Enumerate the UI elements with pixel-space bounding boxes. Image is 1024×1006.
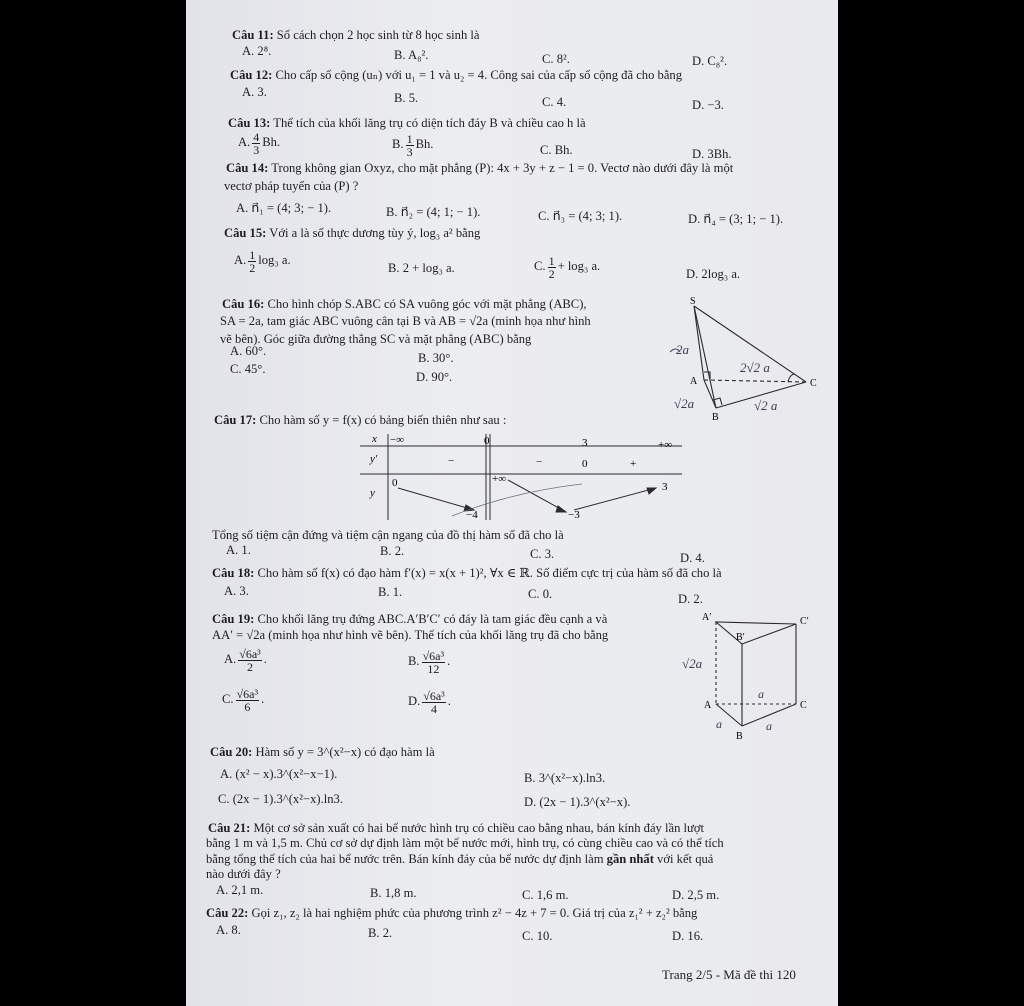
question-17-after: Tổng số tiệm cận đứng và tiệm cận ngang của đồ thị hàm số đã cho là (212, 528, 564, 542)
question-22: Câu 22: Gọi z₁, z₂ là hai nghiệm phức của phương trình z² − 4z + 7 = 0. Giá trị của z₁² + z₂² bằng (206, 906, 698, 920)
question-14: Câu 14: Trong không gian Oxyz, cho mặt phẳng (P): 4x + 3y + z − 1 = 0. Vectơ nào dưới đây là một (226, 161, 734, 175)
handwritten-sa: 2a (676, 342, 689, 357)
table-x-minus-inf: −∞ (390, 434, 405, 446)
q17-option-d: D. 4. (680, 551, 705, 565)
q18-option-c: C. 0. (528, 587, 553, 601)
table-sign-1: − (448, 455, 455, 467)
table-y-minus3: −3 (568, 509, 580, 521)
q20-option-a: A. (x² − x).3^(x²−x−1). (220, 767, 338, 781)
q15-option-c: C. $\frac{1}{2}$ + log₃ a. (534, 253, 601, 281)
q16-option-b: B. 30°. (418, 351, 454, 365)
handwritten-height: √2a (682, 656, 703, 671)
question-11: Câu 11: Số cách chọn 2 học sinh từ 8 học sinh là (232, 28, 480, 42)
q22-option-a: A. 8. (216, 923, 241, 937)
q13-option-a: A. $\frac{4}{3}$ Bh. (238, 129, 281, 157)
vertex-a-prime: A′ (702, 612, 712, 623)
table-sign-3: + (630, 458, 637, 470)
question-13: Câu 13: Thể tích của khối lăng trụ có diện tích đáy B và chiều cao h là (228, 116, 586, 130)
table-x-3: 3 (582, 437, 588, 449)
table-y-0: 0 (392, 477, 398, 489)
question-21-line2: bằng 1 m và 1,5 m. Chủ cơ sở dự định làm một bể nước mới, hình trụ, có cùng chiều cao và có thể tích (206, 836, 724, 850)
q13-option-b: B. $\frac{1}{3}$ Bh. (392, 131, 434, 159)
table-y-3: 3 (662, 481, 668, 493)
variation-table (356, 430, 686, 525)
vertex-a: A (690, 376, 698, 387)
table-x-0: 0 (484, 435, 490, 447)
q22-option-d: D. 16. (672, 929, 704, 943)
q12-option-a: A. 3. (242, 85, 267, 99)
question-16-line2: SA = 2a, tam giác ABC vuông cân tại B và AB = √2a (minh họa như hình (220, 314, 591, 328)
q14-option-b: B. n⃗₂ = (4; 1; − 1). (386, 205, 481, 219)
angle-c-arc (788, 374, 795, 382)
exam-page (186, 0, 838, 1006)
pyramid-figure (670, 292, 830, 424)
question-16: Câu 16: Cho hình chóp S.ABC có SA vuông góc với mặt phẳng (ABC), (222, 297, 587, 311)
vertex-c: C (800, 700, 807, 711)
question-15: Câu 15: Với a là số thực dương tùy ý, log₃ a² bằng (224, 226, 481, 240)
q19-option-c: C. $\frac{\text{√6a³}}{6}$ . (222, 686, 265, 714)
vertex-b: B (712, 412, 719, 423)
question-17: Câu 17: Cho hàm số y = f(x) có bảng biến thiên như sau : (214, 413, 507, 427)
edge-ac (704, 380, 806, 382)
handwritten-edge-3: a (766, 719, 772, 733)
prism-figure (680, 608, 830, 744)
q15-option-d: D. 2log₃ a. (686, 267, 741, 281)
question-12: Câu 12: Cho cấp số cộng (uₙ) với u₁ = 1 và u₂ = 4. Công sai của cấp số cộng đã cho bằng (230, 68, 683, 82)
question-14-line2: vectơ pháp tuyến của (P) ? (224, 179, 359, 193)
q11-option-c: C. 8². (542, 52, 570, 66)
vertex-a: A (704, 700, 712, 711)
q11-option-d: D. C₈². (692, 54, 728, 68)
table-y-label: y (370, 487, 375, 499)
table-x-label: x (372, 433, 377, 445)
handwritten-edge-1: a (758, 687, 764, 701)
q15-option-a: A. $\frac{1}{2}$ log₃ a. (234, 247, 291, 275)
table-sign-2: − (536, 456, 543, 468)
q13-option-c: C. Bh. (540, 143, 573, 157)
q12-option-d: D. −3. (692, 98, 724, 112)
q21-option-b: B. 1,8 m. (370, 886, 417, 900)
handwritten-edge-2: a (716, 717, 722, 731)
q22-option-b: B. 2. (368, 926, 393, 940)
arrow-minus3-to-3 (574, 488, 656, 510)
handwritten-ab: √2a (674, 396, 695, 411)
q16-option-c: C. 45°. (230, 362, 266, 376)
q13-option-d: D. 3Bh. (692, 147, 732, 161)
question-20: Câu 20: Hàm số y = 3^(x²−x) có đạo hàm là (210, 745, 435, 759)
question-16-line3: vẽ bên). Góc giữa đường thẳng SC và mặt phẳng (ABC) bằng (220, 332, 532, 346)
q16-option-a: A. 60°. (230, 344, 267, 358)
q20-option-d: D. (2x − 1).3^(x²−x). (524, 795, 631, 809)
q16-option-d: D. 90°. (416, 370, 453, 384)
arrowhead-2 (556, 506, 566, 512)
table-x-plus-inf: +∞ (658, 439, 673, 451)
arrow-0-to-minus4 (398, 488, 474, 510)
question-19-line2: AA′ = √2a (minh họa như hình vẽ bên). Thể tích của khối lăng trụ đã cho bằng (212, 628, 609, 642)
q21-option-d: D. 2,5 m. (672, 888, 720, 902)
q17-option-a: A. 1. (226, 543, 251, 557)
q21-option-a: A. 2,1 m. (216, 883, 264, 897)
top-face (716, 622, 796, 644)
q11-option-a: A. 2⁸. (242, 44, 272, 58)
q18-option-a: A. 3. (224, 584, 249, 598)
q12-option-b: B. 5. (394, 91, 419, 105)
q19-option-d: D. $\frac{\text{√6a³}}{4}$ . (408, 688, 451, 716)
question-18: Câu 18: Cho hàm số f(x) có đạo hàm f′(x) = x(x + 1)², ∀x ∈ ℝ. Số điểm cực trị của hàm số đã cho là (212, 566, 722, 580)
edge-ab (704, 380, 716, 408)
question-21-line3: bằng tổng thể tích của hai bể nước trên. Bán kính đáy của bể nước dự định làm gần nhất với kết quả (206, 852, 714, 866)
arrowhead-3 (647, 488, 656, 494)
q19-option-a: A. $\frac{\text{√6a³}}{2}$ . (224, 646, 267, 674)
q19-option-b: B. $\frac{\text{√6a³}}{12}$ . (408, 648, 451, 676)
handwritten-bc: √2 a (754, 398, 778, 413)
q17-option-c: C. 3. (530, 547, 555, 561)
q11-option-b: B. A₈². (394, 48, 429, 62)
table-yprime-label: y′ (370, 453, 378, 465)
q17-option-b: B. 2. (380, 544, 405, 558)
q18-option-d: D. 2. (678, 592, 703, 606)
q14-option-a: A. n⃗₁ = (4; 3; − 1). (236, 201, 332, 215)
vertex-b: B (736, 731, 743, 742)
table-y-minus4: −4 (466, 509, 478, 521)
question-19: Câu 19: Cho khối lăng trụ đứng ABC.A′B′C′ có đáy là tam giác đều cạnh a và (212, 612, 608, 626)
page-footer: Trang 2/5 - Mã đề thi 120 (662, 967, 796, 982)
q22-option-c: C. 10. (522, 929, 553, 943)
q12-option-c: C. 4. (542, 95, 567, 109)
q14-option-c: C. n⃗₃ = (4; 3; 1). (538, 209, 623, 223)
q15-option-b: B. 2 + log₃ a. (388, 261, 455, 275)
question-21: Câu 21: Một cơ sở sản xuất có hai bể nước hình trụ có chiều cao bằng nhau, bán kính đáy lần lượt (208, 821, 705, 835)
table-y-plus-inf: +∞ (492, 473, 507, 485)
q14-option-d: D. n⃗₄ = (3; 1; − 1). (688, 212, 784, 226)
question-21-line4: nào dưới đây ? (206, 867, 281, 881)
vertex-c: C (810, 378, 817, 389)
vertex-b-prime: B′ (736, 632, 745, 643)
edge-sb (694, 306, 716, 408)
q21-option-c: C. 1,6 m. (522, 888, 569, 902)
handwritten-ac: 2√2 a (740, 360, 770, 375)
vertex-c-prime: C′ (800, 616, 809, 627)
vertex-s: S (690, 296, 696, 307)
q20-option-c: C. (2x − 1).3^(x²−x).ln3. (218, 792, 343, 806)
q18-option-b: B. 1. (378, 585, 403, 599)
q20-option-b: B. 3^(x²−x).ln3. (524, 771, 606, 785)
table-sign-zero: 0 (582, 458, 588, 470)
